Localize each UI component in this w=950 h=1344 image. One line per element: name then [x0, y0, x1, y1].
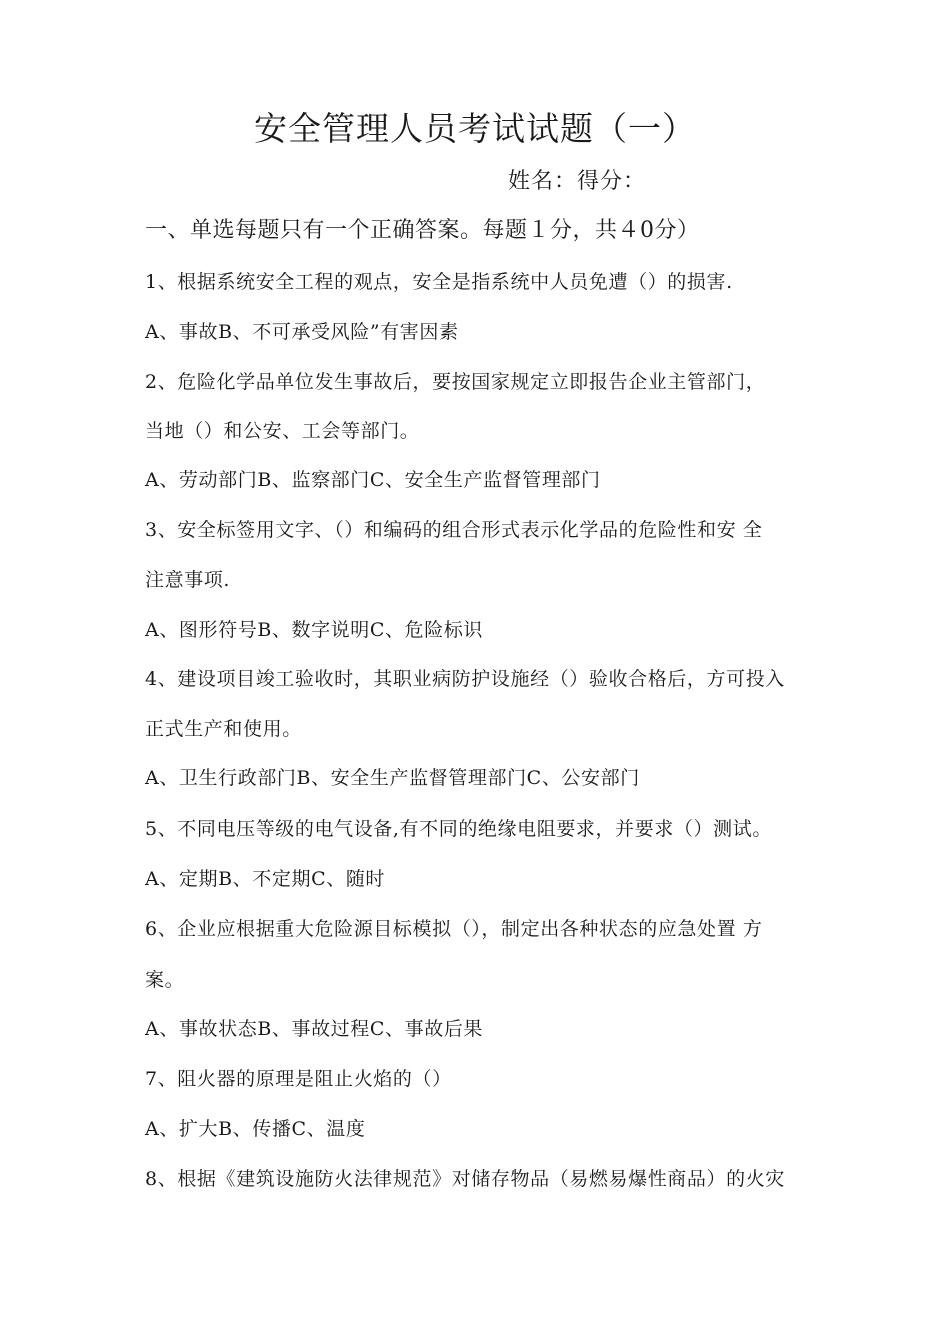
question-line: 1、根据系统安全工程的观点，安全是指系统中人员免遭（）的损害.: [145, 271, 733, 293]
answer-options-line: A、事故B、不可承受风险”有害因素: [145, 321, 459, 343]
answer-options-line: A、图形符号B、数字说明C、危险标识: [145, 619, 484, 641]
question-line: 正式生产和使用。: [145, 718, 302, 740]
question-line: 4、建设项目竣工验收时，其职业病防护设施经（）验收合格后，方可投入: [145, 668, 785, 690]
name-score-line: 姓名：得分：: [508, 169, 647, 194]
question-line: 当地（）和公安、工会等部门。: [145, 420, 420, 442]
answer-options-line: A、定期B、不定期C、随时: [145, 868, 386, 890]
question-line: 2、危险化学品单位发生事故后，要按国家规定立即报告企业主管部门，: [145, 371, 766, 393]
answer-options-line: A、事故状态B、事故过程C、事故后果: [145, 1018, 484, 1040]
question-line: 5、不同电压等级的电气设备,有不同的绝缘电阻要求，并要求（）测试。: [145, 818, 772, 840]
question-line: 7、阻火器的原理是阻止火焰的（）: [145, 1068, 452, 1090]
answer-options-line: A、扩大B、传播C、温度: [145, 1118, 366, 1140]
document-title: 安全管理人员考试试题（一）: [254, 109, 696, 148]
question-line: 注意事项.: [145, 569, 231, 591]
section-heading: 一、单选每题只有一个正确答案。每题１分，共４0分）: [145, 218, 700, 243]
question-line: 6、企业应根据重大危险源目标模拟（），制定出各种状态的应急处置 方: [145, 918, 763, 940]
answer-options-line: A、劳动部门B、监察部门C、安全生产监督管理部门: [145, 469, 601, 491]
question-line: 案。: [145, 969, 185, 991]
answer-options-line: A、卫生行政部门B、安全生产监督管理部门C、公安部门: [145, 767, 640, 789]
question-line: 3、安全标签用文字、（）和编码的组合形式表示化学品的危险性和安 全: [145, 519, 763, 541]
question-line: 8、根据《建筑设施防火法律规范》对储存物品（易燃易爆性商品）的火灾: [145, 1168, 785, 1190]
